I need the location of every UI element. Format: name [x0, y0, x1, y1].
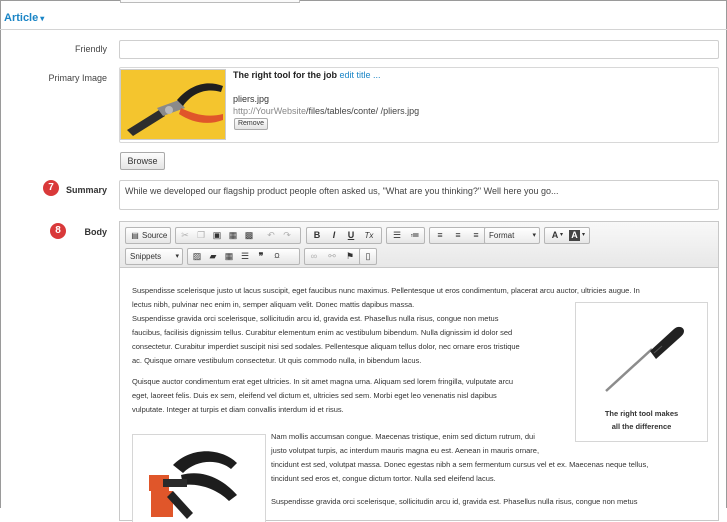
step-badge-8: 8 [50, 223, 66, 239]
chevron-down-icon: ▾ [175, 253, 179, 260]
paragraph-2 [132, 375, 572, 417]
special-char-icon[interactable]: Ω [274, 253, 280, 260]
step-badge-7: 7 [43, 180, 59, 196]
numbered-list-icon[interactable]: ☰ [392, 230, 402, 240]
redo-icon[interactable]: ↷ [283, 230, 291, 240]
chevron-down-icon: ▾ [560, 232, 564, 238]
basic-styles-group [306, 227, 382, 244]
unlink-icon[interactable]: ⚯ [328, 251, 336, 261]
primary-image-thumbnail[interactable] [120, 69, 226, 140]
clamp-image [133, 435, 266, 522]
screwdriver-figure[interactable] [575, 302, 708, 442]
remove-image-button[interactable]: Remove [234, 118, 268, 130]
link-group [304, 248, 361, 265]
image-file-name: pliers.jpg [233, 94, 270, 104]
anchor-icon[interactable]: ⚑ [345, 251, 355, 261]
text-line: tincidunt est sed, volutpat massa. Donec egestas nibh a sem fermentum cursus vel et ex. Maecenas neque tellus, [271, 460, 649, 469]
text-line: Quisque auctor condimentum erat eget ultricies. In sit amet magna urna. Aliquam sed lorem fringilla, vulputate arcu [132, 377, 514, 386]
text-line: justo volutpat turpis, ac interdum mauris magna eu est. Aenean in mauris ornare, [271, 446, 540, 455]
align-left-icon[interactable]: ≡ [437, 230, 443, 240]
chevron-down-icon: ▾ [582, 232, 586, 238]
paste-word-icon[interactable]: ▩ [244, 230, 254, 240]
snippets-label: Snippets [130, 252, 162, 261]
align-group [429, 227, 486, 244]
text-line: tincidunt sed eros et, congue dictum tortor. Nulla sed eleifend lacus. [271, 474, 496, 483]
image-path-rest: /files/tables/conte/ /pliers.jpg [306, 106, 420, 116]
maximize-group [359, 248, 377, 265]
image-title-text: The right tool for the job [233, 70, 337, 80]
document-source-icon: ▤ [131, 231, 139, 240]
summary-label: Summary [65, 185, 107, 195]
background-color-icon[interactable]: A [569, 230, 580, 241]
image-icon[interactable]: ▨ [192, 251, 202, 261]
rich-text-editor[interactable] [119, 221, 719, 521]
remove-format-button[interactable]: Tx [364, 231, 374, 240]
image-path-prefix: http://YourWebsite [233, 106, 307, 116]
text-line: vulputate. Integer at turpis et diam convallis interdum id et risus. [132, 405, 344, 414]
edit-title-link[interactable]: edit title ... [339, 70, 381, 80]
section-divider [0, 29, 727, 30]
snippets-select[interactable] [125, 248, 183, 265]
chevron-down-icon: ▾ [532, 232, 536, 239]
paragraph-3 [271, 430, 714, 486]
pliers-image [121, 70, 226, 140]
insert-group [187, 248, 300, 265]
image-title [233, 70, 381, 80]
link-icon[interactable]: ∞ [310, 251, 318, 261]
list-group [386, 227, 425, 244]
section-toggle-article[interactable] [4, 12, 44, 24]
text-line: Suspendisse gravida orci scelerisque, sollicitudin arcu id, gravida est. Phasellus nulla risus, congue non metus [132, 314, 499, 323]
underline-button[interactable]: U [347, 230, 355, 240]
format-select[interactable] [484, 227, 540, 244]
color-group [544, 227, 590, 244]
table-icon[interactable]: ▦ [224, 251, 234, 261]
paragraph-4 [271, 495, 714, 509]
caption-line: The right tool makes [604, 409, 679, 418]
text-line: eget, laoreet felis. Duis ex sem, eleifend vel dictum et, ultricies sed sem. Morbi eget leo venenatis nisl dapibus [132, 391, 497, 400]
maximize-icon[interactable]: ▯ [365, 251, 371, 261]
image-file-path [233, 106, 419, 116]
paste-icon[interactable]: ▣ [212, 230, 222, 240]
friendly-label: Friendly [74, 44, 107, 54]
text-line: lectus nibh, pulvinar nec enim in, semper aliquam velit. Donec mattis dapibus massa. [132, 300, 415, 309]
text-line: faucibus, facilisis dignissim tellus. Curabitur elementum enim ac vestibulum bibendum. Nulla dignissim id dolor sed [132, 328, 513, 337]
editor-content[interactable] [120, 269, 718, 522]
text-line: Nam mollis accumsan congue. Maecenas tristique, enim sed dictum rutrum, dui [271, 432, 535, 441]
align-right-icon[interactable]: ≡ [473, 230, 479, 240]
align-center-icon[interactable]: ≡ [455, 230, 461, 240]
italic-button[interactable]: I [332, 230, 336, 240]
blockquote-icon[interactable]: ❞ [258, 251, 264, 261]
paste-text-icon[interactable]: ▦ [228, 230, 238, 240]
browse-button[interactable]: Browse [120, 152, 165, 170]
source-label: Source [142, 231, 168, 240]
screwdriver-image [576, 303, 707, 403]
source-button[interactable] [125, 227, 171, 244]
undo-icon[interactable]: ↶ [267, 230, 275, 240]
caption-line: all the difference [611, 422, 672, 431]
section-title: Article [4, 12, 39, 24]
clamp-figure[interactable] [132, 434, 266, 522]
cut-icon[interactable]: ✂ [181, 230, 189, 240]
text-color-icon[interactable]: A [551, 230, 559, 240]
clipboard-group [175, 227, 301, 244]
horizontal-rule-icon[interactable]: ☰ [240, 251, 250, 261]
top-tab [120, 0, 300, 3]
summary-text: While we developed our flagship product people often asked us, "What are you thinking?" Well here you go... [125, 186, 559, 196]
chevron-down-icon: ▾ [40, 14, 45, 23]
bulleted-list-icon[interactable]: ≔ [410, 230, 420, 240]
text-line: Suspendisse scelerisque justo ut lacus suscipit, eget faucibus nunc maximus. Pellentesque ut eros condimentum, placerat arcu auctor, ultricies augue. In [132, 286, 640, 295]
format-label: Format [489, 231, 515, 240]
text-line: consectetur. Curabitur imperdiet suscipit nisi sed sodales. Pellentesque aliquam tellus dolor, nec ornare eros tristique [132, 342, 520, 351]
friendly-input[interactable] [119, 40, 719, 59]
text-line: ac. Quisque ornare vestibulum consectetur. Ut quis commodo nulla, in bibendum lacus. [132, 356, 422, 365]
primary-image-label: Primary Image [48, 73, 107, 83]
editor-toolbar [120, 222, 718, 268]
bold-button[interactable]: B [313, 230, 321, 240]
text-line: Suspendisse gravida orci scelerisque, sollicitudin arcu id, gravida est. Phasellus nulla risus, congue non metus [271, 497, 638, 506]
body-label: Body [84, 227, 107, 237]
folder-icon[interactable]: ▰ [209, 251, 217, 261]
copy-icon[interactable]: ❐ [196, 230, 206, 240]
